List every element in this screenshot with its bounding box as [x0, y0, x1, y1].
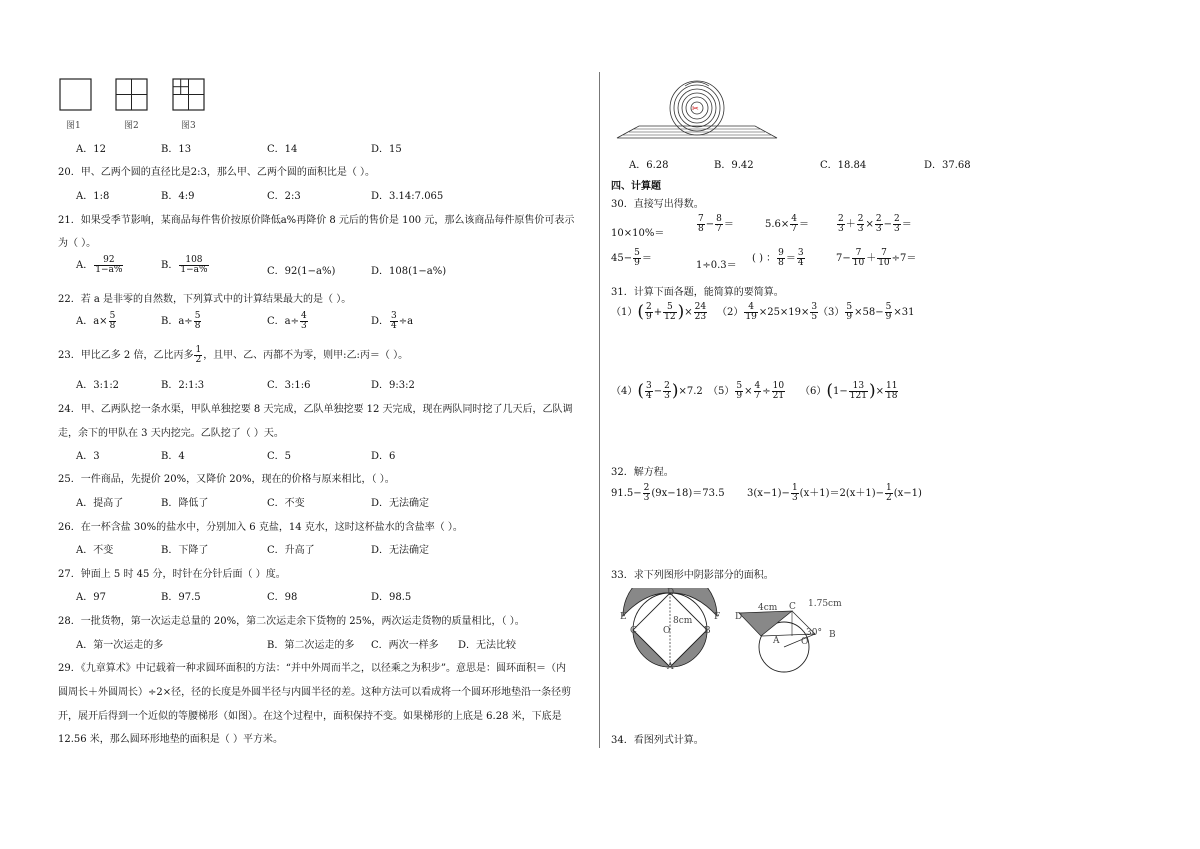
- q21-a-num: 92: [103, 255, 115, 265]
- square-figures: [58, 77, 218, 117]
- q25-text: 25．一件商品，先提价 20%，又降价 20%，现在的价格与原来相比，（ ）。: [58, 474, 395, 485]
- q30-item-c: [765, 215, 809, 234]
- fig33-label-c2: C: [789, 602, 796, 612]
- q31-5-n2: 4: [754, 381, 761, 391]
- q30-item-e: [611, 249, 652, 268]
- q21-line2: 为（ ）。: [58, 238, 97, 249]
- q31-item-1: （1）( $\frac{2}{9}$ + $\frac{5}{12}$ )× $\frac{24}{23}$: [611, 302, 707, 322]
- q30-c-d: 7: [791, 224, 798, 234]
- q24-option-c: C．5: [267, 451, 292, 462]
- q31-6-n2: 11: [885, 381, 898, 391]
- q30-b-d1: 8: [698, 224, 704, 234]
- q23-option-d: D．9:3:2: [371, 380, 415, 391]
- q22-a-num: 5: [109, 311, 116, 321]
- q30-d-d3: 3: [875, 224, 882, 234]
- q21-option-b: B． $\frac{108}{1-a\%}$: [161, 255, 208, 275]
- q31-1-d3: 23: [694, 312, 707, 322]
- q22-option-d: D． $\frac{3}{4}$ ÷a: [371, 311, 414, 331]
- q31-3-label: （3）: [818, 307, 845, 318]
- q29-option-d: D．37.68: [924, 160, 971, 171]
- q30-d-d4: 3: [893, 224, 900, 234]
- fig33-label-b2: B: [829, 630, 836, 640]
- q29-line4: 12.56 米，那么圆环形地垫的面积是（ ）平方米。: [58, 734, 283, 745]
- fig33-label-30: 30°: [806, 628, 822, 638]
- q26-option-c: C．升高了: [267, 545, 315, 556]
- q32-e2-d: 3: [791, 493, 798, 503]
- q30-b-d2: 7: [716, 224, 722, 234]
- q31-5-n3: 10: [772, 381, 785, 391]
- q30-c-eq: ＝: [799, 219, 810, 230]
- q25-option-b: B．降低了: [161, 498, 209, 509]
- q21-option-d: D．108(1−a%): [371, 266, 447, 277]
- ring-mat-figure: [615, 80, 785, 142]
- q30-item-f: 1÷0.3＝: [696, 260, 737, 271]
- q31-3-n2: 5: [885, 302, 892, 312]
- q31-1-label: （1）: [611, 307, 638, 318]
- q31-6-d2: 18: [885, 391, 898, 401]
- q31-item-2: [717, 303, 819, 322]
- q29-line3: 开，展开后得到一个近似的等腰梯形（如图）。在这个过程中，面积保持不变。如果梯形的上底是 6.28 米，下底是: [58, 711, 562, 722]
- q31-2-n2: 3: [811, 302, 818, 312]
- q32-e1-d: 3: [643, 493, 650, 503]
- q25-option-c: C．不变: [267, 498, 305, 509]
- q31-3-d2: 9: [885, 312, 892, 322]
- q31-1-x: ×: [684, 307, 693, 318]
- q30-d-op3: −: [883, 219, 892, 230]
- q31-4-n2: 2: [664, 381, 670, 391]
- q31-item-3: [818, 303, 914, 322]
- q28-option-a: A．第一次运走的多: [76, 640, 164, 651]
- q32-e2-n: 1: [791, 483, 798, 493]
- q32-equation-1: [611, 484, 725, 503]
- q30-e-n: 5: [634, 248, 640, 258]
- q24-option-d: D．6: [371, 451, 396, 462]
- q29-line1: 29．《九章算术》中记载着一种求圆环面积的方法：“并中外周而半之，以径乘之为积步”。意思是：圆环面积＝（内: [58, 663, 566, 674]
- q32-e2-mid: (x＋1)＝2(x＋1)−: [799, 488, 885, 499]
- q22-option-c: [267, 312, 309, 331]
- q30-text: 30．直接写出得数。: [611, 199, 704, 210]
- q31-5-label: （5）: [708, 386, 735, 397]
- q22-b-label: B．a÷: [161, 316, 193, 327]
- q31-5-d2: 7: [754, 391, 761, 401]
- q31-text: 31．计算下面各题，能简算的要简算。: [611, 287, 784, 298]
- q28-option-c: C．两次一样多: [371, 640, 439, 651]
- q23-option-c: C．3:1:6: [267, 380, 311, 391]
- q30-e-eq: ＝: [641, 253, 652, 264]
- q32-equation-2: [747, 484, 922, 503]
- q20-option-a: A．1:8: [76, 191, 110, 202]
- q22-d-den: 4: [391, 321, 397, 331]
- fig33-label-c1: C: [630, 626, 637, 636]
- q21-option-a: A． $\frac{92}{1-a\%}$: [76, 255, 123, 275]
- q21-b-den: 1−a%: [180, 265, 208, 275]
- q30-item-a: 10×10%＝: [611, 228, 665, 239]
- q30-d-op1: ＋: [845, 219, 856, 230]
- fig33-label-8cm: 8cm: [673, 616, 693, 626]
- q26-text: 26．在一杯含盐 30%的盐水中，分别加入 6 克盐，14 克水，这时这杯盐水的含盐率（ ）。: [58, 522, 463, 533]
- q29-option-b: B．9.42: [714, 160, 754, 171]
- q20-text: 20．甲、乙两个圆的直径比是2:3，那么甲、乙两个圆的面积比是（ ）。: [58, 167, 375, 178]
- fig33-label-a1: A: [667, 662, 674, 672]
- q30-b-n1: 7: [698, 214, 704, 224]
- fig33-label-o1: O: [663, 626, 671, 636]
- q24-option-a: A．3: [76, 451, 100, 462]
- fig33-label-b1: B: [704, 626, 711, 636]
- q33-text: 33．求下列图形中阴影部分的面积。: [611, 570, 774, 581]
- q24-line1: 24．甲、乙两队挖一条水渠，甲队单独挖要 8 天完成，乙队单独挖要 12 天完成，现在两队同时挖了几天后，乙队调: [58, 404, 573, 415]
- q32-e1-n: 2: [643, 483, 650, 493]
- q30-h-d2: 10: [878, 258, 890, 268]
- q30-h-pre: 7−: [836, 253, 851, 264]
- q21-b-num: 108: [185, 255, 203, 265]
- fig33-label-f: F: [714, 612, 721, 622]
- q20-option-b: B．4:9: [161, 191, 195, 202]
- q30-d-op2: ×: [865, 219, 874, 230]
- q22-option-b: [161, 312, 202, 331]
- q30-d-d2: 3: [857, 224, 864, 234]
- figure-caption-3: 图3: [181, 121, 196, 131]
- q30-g-eq: ＝: [785, 253, 796, 264]
- q31-1-op: +: [653, 307, 663, 318]
- q31-6-d1: 121: [849, 391, 867, 401]
- q30-e-d: 9: [634, 258, 640, 268]
- q31-2-d2: 5: [811, 312, 818, 322]
- q28-text: 28．一批货物，第一次运走总量的 20%，第二次运走余下货物的 25%，两次运走货物的质量相比，（ ）。: [58, 616, 525, 627]
- q31-2-d: 19: [745, 312, 757, 322]
- q25-option-a: A．提高了: [76, 498, 124, 509]
- q32-e2-post: (x−1): [893, 488, 922, 499]
- q32-e2-pre: 3(x−1)−: [747, 488, 790, 499]
- q30-h-op: ＋: [866, 253, 877, 264]
- q21-option-c: C．92(1−a%): [267, 266, 336, 277]
- q26-option-a: A．不变: [76, 545, 114, 556]
- q30-b-op: −: [705, 219, 715, 230]
- q30-c-pre: 5.6×: [765, 219, 790, 230]
- fig33-label-o2: O: [801, 637, 809, 647]
- q19-option-a: A．12: [76, 144, 106, 155]
- q31-6-x: ×: [875, 386, 884, 397]
- q22-c-den: 3: [301, 321, 307, 331]
- q28-option-b: B．第二次运走的多: [267, 640, 355, 651]
- q30-h-n2: 7: [881, 248, 887, 258]
- q31-6-n1: 13: [852, 381, 865, 391]
- q22-b-den: 8: [194, 321, 201, 331]
- q21-line1: 21．如果受季节影响，某商品每件售价按原价降低a%再降价 8 元后的售价是 100 元，那么该商品每件原售价可表示: [58, 215, 575, 226]
- q31-4-n1: 3: [646, 381, 652, 391]
- q23-pre: 23．甲比乙多 2 倍，乙比丙多: [58, 350, 194, 361]
- figure-caption-1: 图1: [66, 121, 81, 131]
- q31-2-n: 4: [748, 302, 754, 312]
- q22-d-num: 3: [391, 311, 397, 321]
- q30-item-g: [752, 249, 806, 268]
- q19-option-c: C．14: [267, 144, 298, 155]
- q30-b-eq: ＝: [723, 219, 734, 230]
- q29-option-a: A．6.28: [629, 160, 669, 171]
- q31-3-n: 5: [846, 302, 853, 312]
- q30-e-pre: 45−: [611, 253, 633, 264]
- q34-text: 34．看图列式计算。: [611, 735, 704, 746]
- q32-text: 32．解方程。: [611, 467, 674, 478]
- q30-item-d: [836, 215, 912, 234]
- q27-option-a: A．97: [76, 592, 106, 603]
- q32-e2-n2: 1: [886, 483, 892, 493]
- q30-b-n2: 8: [716, 214, 722, 224]
- q24-option-b: B．4: [161, 451, 185, 462]
- q31-5-x: ×: [744, 386, 753, 397]
- figure-caption-2: 图2: [124, 121, 139, 131]
- q30-d-eq: ＝: [901, 219, 912, 230]
- q31-3-post: ×31: [893, 307, 915, 318]
- q31-4-op: −: [653, 386, 663, 397]
- q30-g-pre: ( ) ：: [752, 253, 777, 264]
- q20-option-d: D．3.14:7.065: [371, 191, 444, 202]
- q21-a-den: 1−a%: [95, 265, 123, 275]
- q23-den: 2: [195, 355, 202, 365]
- q23-option-a: A．3:1:2: [76, 380, 120, 391]
- q22-a-label: A．a×: [76, 316, 108, 327]
- q22-d-tail: ÷a: [398, 316, 414, 327]
- q31-3-d: 9: [846, 312, 853, 322]
- fig33-label-d2: D: [735, 612, 743, 622]
- q30-c-n: 4: [791, 214, 798, 224]
- q31-4-d1: 4: [646, 391, 652, 401]
- q22-c-num: 4: [301, 311, 307, 321]
- fig33-label-e: E: [620, 612, 627, 622]
- q32-e1-post: (9x−18)＝73.5: [651, 488, 725, 499]
- q30-item-b: [696, 215, 734, 234]
- q22-a-den: 8: [109, 321, 116, 331]
- q31-5-n1: 5: [736, 381, 743, 391]
- section-4-heading: 四、计算题: [611, 181, 661, 192]
- q31-6-label: （6）: [800, 386, 827, 397]
- q31-4-d2: 3: [664, 391, 670, 401]
- q31-1-n2: 5: [667, 302, 673, 312]
- q30-d-d1: 3: [838, 224, 844, 234]
- q20-option-c: C．2:3: [267, 191, 301, 202]
- svg-text:✂: ✂: [692, 104, 699, 113]
- q31-5-d3: 21: [772, 391, 785, 401]
- fig33-label-d1: D: [667, 588, 675, 598]
- q26-option-d: D．无法确定: [371, 545, 430, 556]
- q23-text: [58, 346, 408, 365]
- q24-line2: 走，余下的甲队在 3 天内挖完。乙队挖了（ ）天。: [58, 428, 284, 439]
- q29-option-c: C．18.84: [820, 160, 867, 171]
- q31-1-n1: 2: [646, 302, 652, 312]
- q31-1-d2: 12: [664, 312, 676, 322]
- q31-2-mid: ×25×19×: [758, 307, 810, 318]
- q23-num: 1: [195, 345, 202, 355]
- column-divider: [599, 72, 600, 748]
- q25-option-d: D．无法确定: [371, 498, 430, 509]
- q32-e2-d2: 2: [886, 493, 892, 503]
- q31-4-post: ×7.2: [678, 386, 703, 397]
- q22-option-a: [76, 312, 117, 331]
- q30-g-d2: 4: [797, 258, 804, 268]
- q19-option-d: D．15: [371, 144, 402, 155]
- q28-option-d: D．无法比较: [458, 640, 517, 651]
- q30-d-n2: 2: [857, 214, 864, 224]
- fig33-label-175cm: 1.75cm: [808, 599, 842, 609]
- q31-1-n3: 24: [694, 302, 707, 312]
- q27-option-c: C．98: [267, 592, 298, 603]
- q30-h-post: ÷7＝: [891, 253, 917, 264]
- q31-5-div: ÷: [762, 386, 771, 397]
- q31-1-d1: 9: [646, 312, 652, 322]
- q22-c-label: C．a÷: [267, 316, 299, 327]
- q30-d-n1: 2: [838, 214, 844, 224]
- q27-option-b: B．97.5: [161, 592, 201, 603]
- fig33-label-a2: A: [773, 636, 780, 646]
- q30-d-n4: 2: [893, 214, 900, 224]
- q22-text: 22．若 a 是非零的自然数，下列算式中的计算结果最大的是（ ）。: [58, 294, 352, 305]
- q31-item-6: （6）(1− $\frac{13}{121}$ )× $\frac{11}{18}$: [800, 381, 898, 401]
- q19-option-b: B．13: [161, 144, 192, 155]
- q31-item-5: [708, 382, 786, 401]
- q31-5-d1: 9: [736, 391, 743, 401]
- q31-2-label: （2）: [717, 307, 744, 318]
- q31-3-mid: ×58−: [854, 307, 884, 318]
- fig33-label-4cm: 4cm: [758, 603, 778, 613]
- q30-h-d1: 10: [852, 258, 865, 268]
- q30-d-n3: 2: [875, 214, 882, 224]
- q30-item-h: [836, 249, 916, 268]
- q31-4-label: （4）: [611, 386, 638, 397]
- q30-g-d1: 8: [778, 258, 784, 268]
- q27-text: 27．钟面上 5 时 45 分，时针在分针后面（ ）度。: [58, 569, 286, 580]
- q22-b-num: 5: [194, 311, 201, 321]
- q31-6-one: 1−: [833, 386, 848, 397]
- q23-option-b: B．2:1:3: [161, 380, 205, 391]
- q30-h-n1: 7: [855, 248, 862, 258]
- q30-g-n2: 3: [797, 248, 804, 258]
- q26-option-b: B．下降了: [161, 545, 209, 556]
- q29-line2: 圆周长＋外圆周长）÷2×径，径的长度是外圆半径与内圆半径的差。这种方法可以看成将一个圆环形地垫沿一条径剪: [58, 687, 572, 698]
- q23-post: ，且甲、乙、丙都不为零，则甲:乙:丙＝（ ）。: [203, 350, 409, 361]
- q27-option-d: D．98.5: [371, 592, 412, 603]
- q32-e1-pre: 91.5−: [611, 488, 642, 499]
- q30-g-n1: 9: [778, 248, 784, 258]
- q31-item-4: （4）( $\frac{3}{4}$ − $\frac{2}{3}$ )×7.2: [611, 381, 703, 401]
